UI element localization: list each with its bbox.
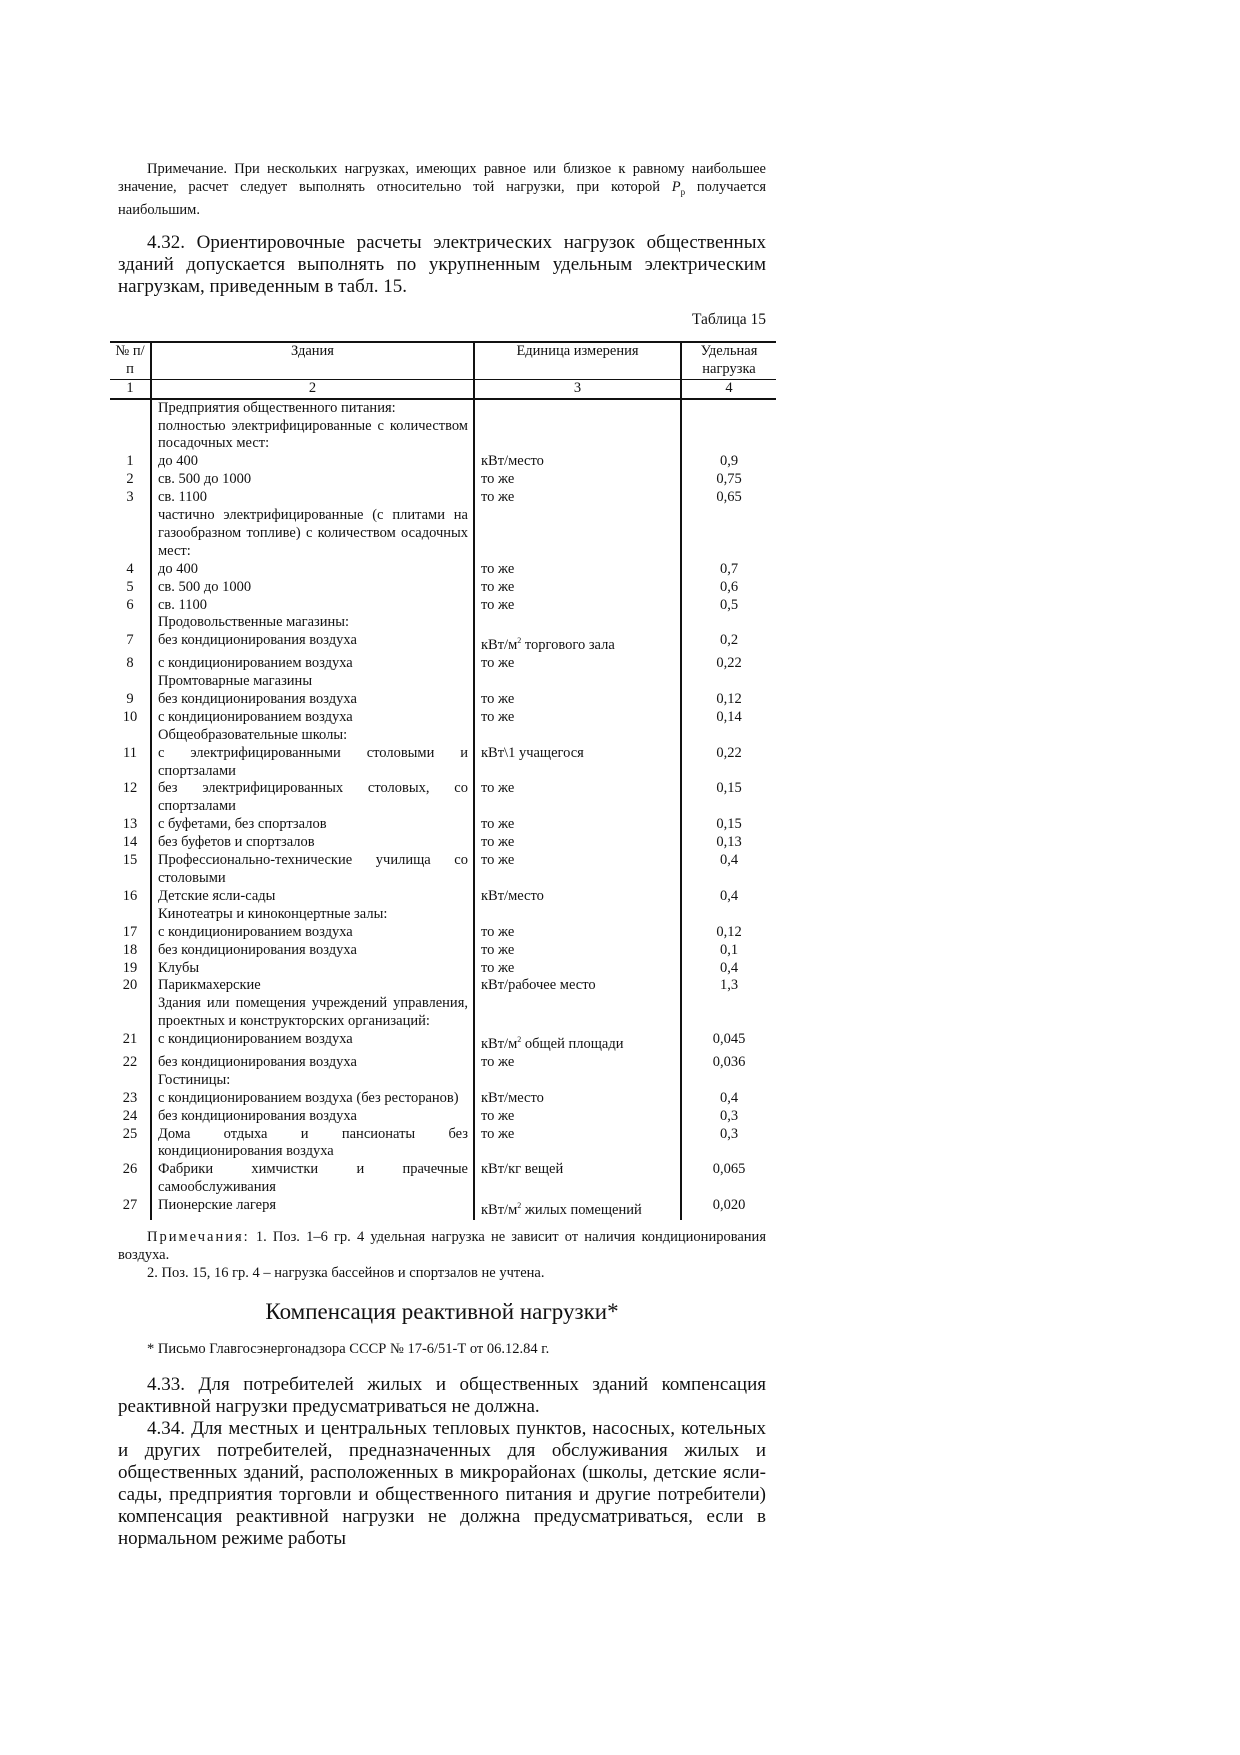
notes-label: Примечания: [147,1228,250,1245]
unit-of-measure: то же [474,655,681,673]
building-name: с кондиционированием воздуха [151,655,474,673]
specific-load-value: 0,5 [681,597,776,615]
row-number: 1 [126,453,134,470]
table-row [110,960,776,978]
load-table [110,341,776,1220]
specific-load-value: 0,4 [681,960,776,978]
unit-of-measure: то же [474,691,681,709]
unit-of-measure [474,632,681,655]
building-name: без буфетов и спортзалов [151,834,474,852]
specific-load-value: 0,4 [681,852,776,888]
unit-of-measure: то же [474,780,681,816]
row-number: 6 [126,596,134,613]
table-row [110,1054,776,1072]
specific-load-value: 0,4 [681,1090,776,1108]
unit-of-measure: то же [474,579,681,597]
table-row [110,888,776,906]
unit-of-measure [474,1031,681,1054]
building-name: Фабрики химчистки и прачечные самообслуживания [151,1161,474,1197]
row-number: 9 [126,690,134,707]
building-name: без электрифицированных столовых, со спортзалами [151,780,474,816]
building-name: без кондиционирования воздуха [151,691,474,709]
specific-load-value: 0,045 [681,1031,776,1054]
building-name: Общеобразовательные школы: [151,727,474,745]
table-row [110,1090,776,1108]
table-row [110,995,776,1031]
building-name: до 400 [151,561,474,579]
specific-load-value: 0,065 [681,1161,776,1197]
unit-of-measure [474,399,681,418]
building-name: с электрифицированными столовыми и спортзалами [151,745,474,781]
table-row [110,489,776,507]
header-building: Здания [151,342,474,379]
table-row [110,1126,776,1162]
table-row [110,399,776,418]
table-row [110,453,776,471]
table-row [110,1161,776,1197]
unit-of-measure [474,418,681,454]
unit-of-measure: то же [474,1108,681,1126]
specific-load-value: 0,2 [681,632,776,655]
row-number: 2 [126,471,134,488]
specific-load-value [681,1072,776,1090]
section-title: Компенсация реактивной нагрузки* [265,1298,619,1324]
building-name: св. 1100 [151,489,474,507]
paragraph-4-34: 4.34. Для местных и центральных тепловых пунктов, насосных, котельных и других потребителей, предназначенных для обслуживания жилых и общественных зданий, расположенных в микрорайонах (школы, детские ясли-сады, предприятия торговли и общественного питания и другие потребители) компенсация реактивной нагрузки не должна предусматриваться, если в нормальном режиме работы [118,1417,766,1549]
specific-load-value: 0,22 [681,655,776,673]
specific-load-value: 0,22 [681,745,776,781]
table-row [110,597,776,615]
specific-load-value [681,507,776,561]
table-row [110,471,776,489]
building-name: св. 500 до 1000 [151,471,474,489]
unit-of-measure: кВт/место [474,453,681,471]
unit-of-measure: то же [474,924,681,942]
building-name: с кондиционированием воздуха (без ресторанов) [151,1090,474,1108]
building-name: Пионерские лагеря [151,1197,474,1220]
building-name: с кондиционированием воздуха [151,924,474,942]
unit-of-measure [474,614,681,632]
unit-of-measure: то же [474,1054,681,1072]
building-name: св. 500 до 1000 [151,579,474,597]
unit-tail: торгового зала [521,637,615,654]
table-wrapper [110,341,776,1220]
row-number: 27 [122,1197,138,1214]
unit-superscript: 2 [517,636,522,646]
specific-load-value [681,614,776,632]
building-name: без кондиционирования воздуха [151,942,474,960]
row-number [110,614,151,632]
specific-load-value: 1,3 [681,977,776,995]
row-number: 26 [122,1161,138,1178]
row-number: 17 [122,923,138,940]
building-name: Промтоварные магазины [151,673,474,691]
row-number: 24 [122,1107,138,1124]
row-number [110,418,151,454]
building-name: Гостиницы: [151,1072,474,1090]
unit-of-measure: кВт/место [474,888,681,906]
unit-of-measure: то же [474,489,681,507]
table-row [110,561,776,579]
specific-load-value: 0,15 [681,780,776,816]
row-number: 16 [122,887,138,904]
unit-of-measure: то же [474,709,681,727]
row-number [110,507,151,561]
unit-of-measure: то же [474,597,681,615]
building-name: с кондиционированием воздуха [151,1031,474,1054]
table-row [110,709,776,727]
specific-load-value: 0,036 [681,1054,776,1072]
table-row [110,655,776,673]
table-row [110,1072,776,1090]
table-note-2: 2. Поз. 15, 16 гр. 4 – нагрузка бассейнов и спортзалов не учтена. [147,1264,545,1281]
unit-of-measure: кВт/кг вещей [474,1161,681,1197]
specific-load-value: 0,3 [681,1108,776,1126]
table-caption: Таблица 15 [691,310,766,328]
footnote: * Письмо Главгосэнергонадзора СССР № 17-6/51-Т от 06.12.84 г. [147,1340,550,1357]
column-number: 4 [681,379,776,398]
table-column-numbers-row [110,379,776,398]
column-number: 3 [474,379,681,398]
building-name: без кондиционирования воздуха [151,632,474,655]
building-name: с кондиционированием воздуха [151,709,474,727]
column-number: 1 [110,379,151,398]
row-number: 13 [122,816,138,833]
specific-load-value [681,727,776,745]
row-number [110,1072,151,1090]
unit-base: кВт/м [481,1035,518,1052]
unit-of-measure [474,673,681,691]
specific-load-value: 0,9 [681,453,776,471]
building-name: Клубы [151,960,474,978]
building-name: частично электрифицированные (с плитами на газообразном топливе) с количеством осадочных мест: [151,507,474,561]
row-number: 5 [126,578,134,595]
note-top-text: Примечание. При нескольких нагрузках, имеющих равное или близкое к равному наибольшее значение, расчет следует выполнять относительно той нагрузки, при которой [118,161,766,195]
building-name: до 400 [151,453,474,471]
specific-load-value: 0,7 [681,561,776,579]
specific-load-value: 0,4 [681,888,776,906]
unit-of-measure: то же [474,942,681,960]
specific-load-value: 0,6 [681,579,776,597]
table-body [110,399,776,1220]
unit-tail: жилых помещений [521,1201,642,1218]
unit-of-measure [474,507,681,561]
specific-load-value: 0,12 [681,924,776,942]
specific-load-value: 0,12 [681,691,776,709]
table-header-row [110,342,776,379]
row-number: 21 [122,1031,138,1048]
building-name: полностью электрифицированные с количеством посадочных мест: [151,418,474,454]
row-number: 25 [122,1125,138,1142]
table-row [110,1108,776,1126]
specific-load-value: 0,3 [681,1126,776,1162]
unit-of-measure [474,1197,681,1220]
unit-of-measure: то же [474,471,681,489]
power-symbol: $P_р$ [671,179,686,197]
table-row [110,942,776,960]
document-page [115,160,766,1550]
table-row [110,727,776,745]
table-row [110,816,776,834]
row-number: 3 [126,489,134,506]
unit-of-measure: кВт\1 учащегося [474,745,681,781]
specific-load-value [681,906,776,924]
unit-of-measure [474,1072,681,1090]
paragraph-4-33: 4.33. Для потребителей жилых и общественных зданий компенсация реактивной нагрузки предусматриваться не должна. [118,1373,766,1417]
row-number: 10 [122,708,138,725]
table-row [110,507,776,561]
table-row [110,924,776,942]
unit-of-measure: то же [474,816,681,834]
row-number: 7 [126,632,134,649]
row-number: 20 [122,977,138,994]
building-name: Детские ясли-сады [151,888,474,906]
unit-of-measure: то же [474,834,681,852]
header-load: Удельная нагрузка [681,342,776,379]
note-top [118,160,766,219]
unit-of-measure [474,906,681,924]
row-number: 4 [126,560,134,577]
specific-load-value [681,418,776,454]
building-name: Кинотеатры и киноконцертные залы: [151,906,474,924]
row-number: 11 [123,744,137,761]
table-row [110,614,776,632]
header-no: № п/п [110,342,151,379]
table-row [110,1197,776,1220]
unit-superscript: 2 [517,1035,522,1045]
row-number: 18 [122,941,138,958]
table-row [110,691,776,709]
table-notes [118,1228,766,1282]
specific-load-value: 0,65 [681,489,776,507]
paragraph-4-32: 4.32. Ориентировочные расчеты электрических нагрузок общественных зданий допускается выполнять по укрупненным удельным электрическим нагрузкам, приведенным в табл. 15. [118,231,766,297]
row-number: 23 [122,1089,138,1106]
row-number [110,995,151,1031]
unit-base: кВт/м [481,1201,518,1218]
table-row [110,977,776,995]
table-row [110,418,776,454]
specific-load-value: 0,15 [681,816,776,834]
row-number [110,727,151,745]
note-1-text: 1. Поз. 1–6 гр. 4 удельная нагрузка не зависит от наличия кондиционирования воздуха. [118,1228,766,1263]
unit-superscript: 2 [517,1201,522,1211]
table-row [110,745,776,781]
table-row [110,673,776,691]
building-name: Профессионально-технические училища со столовыми [151,852,474,888]
unit-tail: общей площади [521,1035,624,1052]
building-name: Предприятия общественного питания: [151,399,474,418]
row-number: 15 [122,852,138,869]
unit-of-measure: то же [474,561,681,579]
building-name: с буфетами, без спортзалов [151,816,474,834]
unit-base: кВт/м [481,637,518,654]
row-number: 14 [122,834,138,851]
specific-load-value [681,673,776,691]
building-name: без кондиционирования воздуха [151,1054,474,1072]
specific-load-value: 0,1 [681,942,776,960]
table-row [110,906,776,924]
specific-load-value: 0,75 [681,471,776,489]
specific-load-value: 0,020 [681,1197,776,1220]
table-row [110,1031,776,1054]
specific-load-value: 0,14 [681,709,776,727]
row-number: 19 [122,959,138,976]
table-row [110,632,776,655]
building-name: без кондиционирования воздуха [151,1108,474,1126]
unit-of-measure [474,995,681,1031]
table-row [110,780,776,816]
unit-of-measure: то же [474,852,681,888]
row-number [110,906,151,924]
unit-of-measure: кВт/место [474,1090,681,1108]
unit-of-measure: то же [474,960,681,978]
specific-load-value [681,995,776,1031]
table-row [110,852,776,888]
building-name: Дома отдыха и пансионаты без кондиционирования воздуха [151,1126,474,1162]
unit-of-measure: то же [474,1126,681,1162]
building-name: Продовольственные магазины: [151,614,474,632]
table-note-1 [118,1228,766,1264]
row-number: 22 [122,1053,138,1070]
row-number [110,399,151,418]
row-number: 12 [122,780,138,797]
building-name: св. 1100 [151,597,474,615]
unit-of-measure [474,727,681,745]
row-number [110,673,151,691]
building-name: Здания или помещения учреждений управления, проектных и конструкторских организаций: [151,995,474,1031]
row-number: 8 [126,655,134,672]
header-unit: Единица измерения [474,342,681,379]
building-name: Парикмахерские [151,977,474,995]
table-row [110,579,776,597]
column-number: 2 [151,379,474,398]
table-row [110,834,776,852]
unit-of-measure: кВт/рабочее место [474,977,681,995]
note-top-tail: получается наибольшим. [118,179,766,218]
specific-load-value [681,399,776,418]
specific-load-value: 0,13 [681,834,776,852]
